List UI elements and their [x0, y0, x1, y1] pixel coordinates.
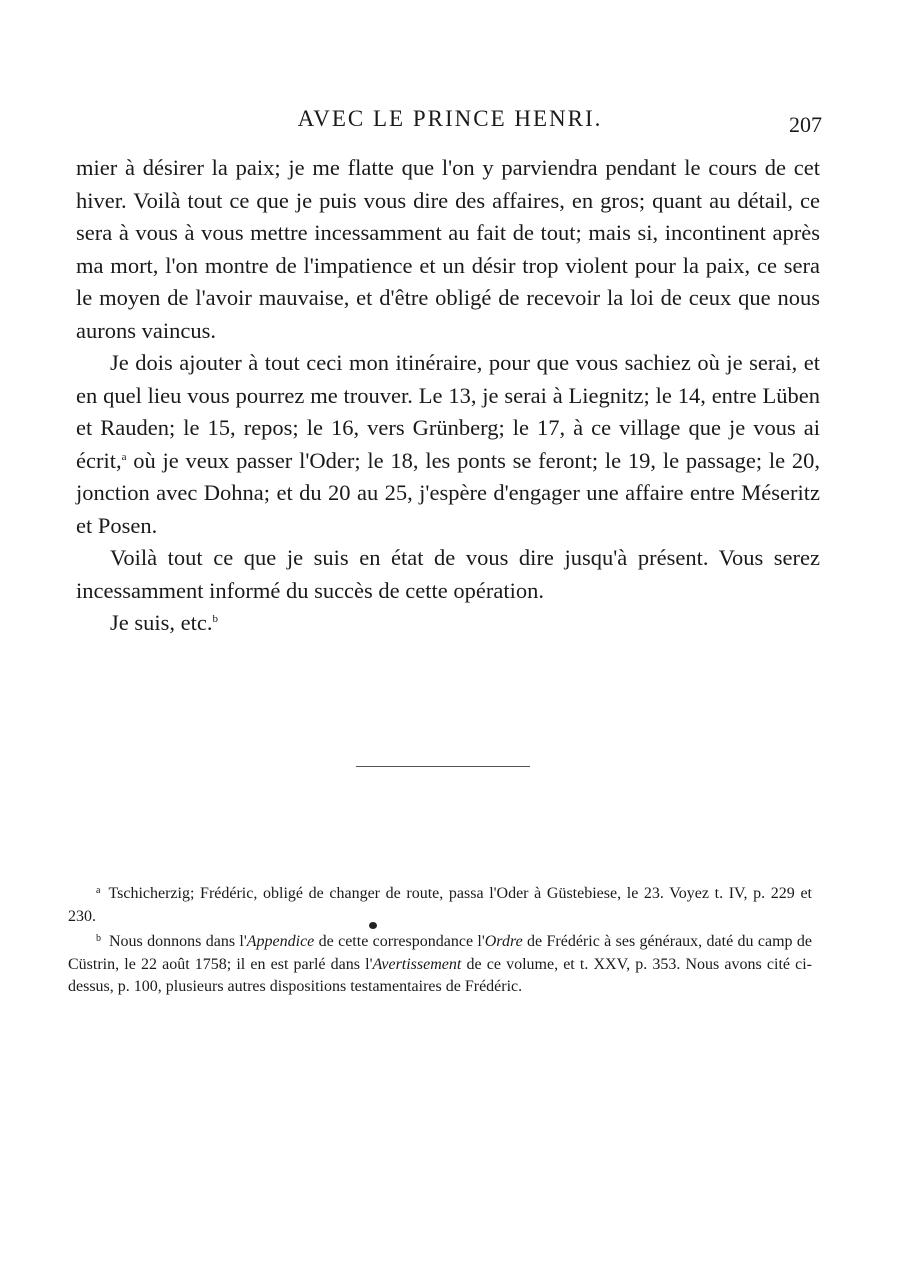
footnote-a-text: Tschicherzig; Frédéric, obligé de changer de route, passa l'Oder à Güstebiese, le 23. Voyez t. IV, p. 229 et 230. — [68, 885, 812, 925]
footnotes — [68, 880, 812, 999]
footnote-b-avertissement: Avertissement — [372, 955, 462, 973]
paragraph-2-part-1: Je dois ajouter à tout ceci mon itinéraire, pour que vous sachiez où je serai, et en quel lieu vous pourrez me trouver. Le 13, je serai à Liegnitz; le 14, entre Lüben et Rauden; le 15, repos; le 16, vers Grünberg; le 17, à ce village que je vous ai écrit, — [76, 350, 820, 473]
paragraph-3: Voilà tout ce que je suis en état de vous dire jusqu'à présent. Vous serez incessamment informé du succès de cette opération. — [76, 545, 820, 603]
closing-text: Je suis, etc. — [110, 610, 213, 635]
paragraph-1: mier à désirer la paix; je me flatte que l'on y parviendra pendant le cours de cet hiver. Voilà tout ce que je puis vous dire des affaires, en gros; quant au détail, ce sera à vous à vous mettre incessamment au fait de tout; mais si, incontinent après ma mort, l'on montre de l'impatience et un désir trop violent pour la paix, ce sera le moyen de l'avoir mauvaise, et d'être obligé de recevoir la loi de ceux que nous aurons vaincus. — [76, 155, 820, 343]
footnote-b — [68, 928, 812, 999]
letter-body — [76, 152, 820, 640]
section-divider — [356, 766, 530, 767]
footnote-b-ordre: Ordre — [484, 933, 523, 950]
ink-spot — [369, 922, 377, 929]
paragraph-2 — [76, 347, 820, 542]
paragraph-2-part-2: où je veux passer l'Oder; le 18, les ponts se feront; le 19, le passage; le 20, jonction avec Dohna; et du 20 au 25, j'espère d'engager une affaire entre Méseritz et Posen. — [76, 447, 820, 538]
page-number: 207 — [789, 112, 822, 137]
footnote-b-text-2: de cette correspondance l' — [314, 933, 485, 950]
footnote-a — [68, 880, 812, 928]
footnote-b-text-3: de Frédéric à ses généraux, daté du camp de Cüstrin, le 22 août 1758; il en est parlé dans l' — [68, 933, 813, 973]
footnote-a-mark: a — [96, 885, 101, 896]
footnote-ref-b[interactable]: b — [212, 613, 218, 625]
running-title: AVEC LE PRINCE HENRI. — [297, 106, 603, 131]
paragraph-4 — [76, 607, 820, 640]
footnote-b-text-1: Nous donnons dans l' — [109, 933, 247, 950]
footnote-b-text-4: de ce volume, et t. XXV, p. 353. Nous avons cité ci-dessus, p. 100, plusieurs autres dispositions testamentaires de Frédéric. — [68, 955, 812, 995]
footnote-ref-a[interactable]: a — [121, 450, 127, 463]
footnote-b-mark: b — [96, 933, 101, 944]
footnote-b-appendice: Appendice — [246, 933, 315, 950]
